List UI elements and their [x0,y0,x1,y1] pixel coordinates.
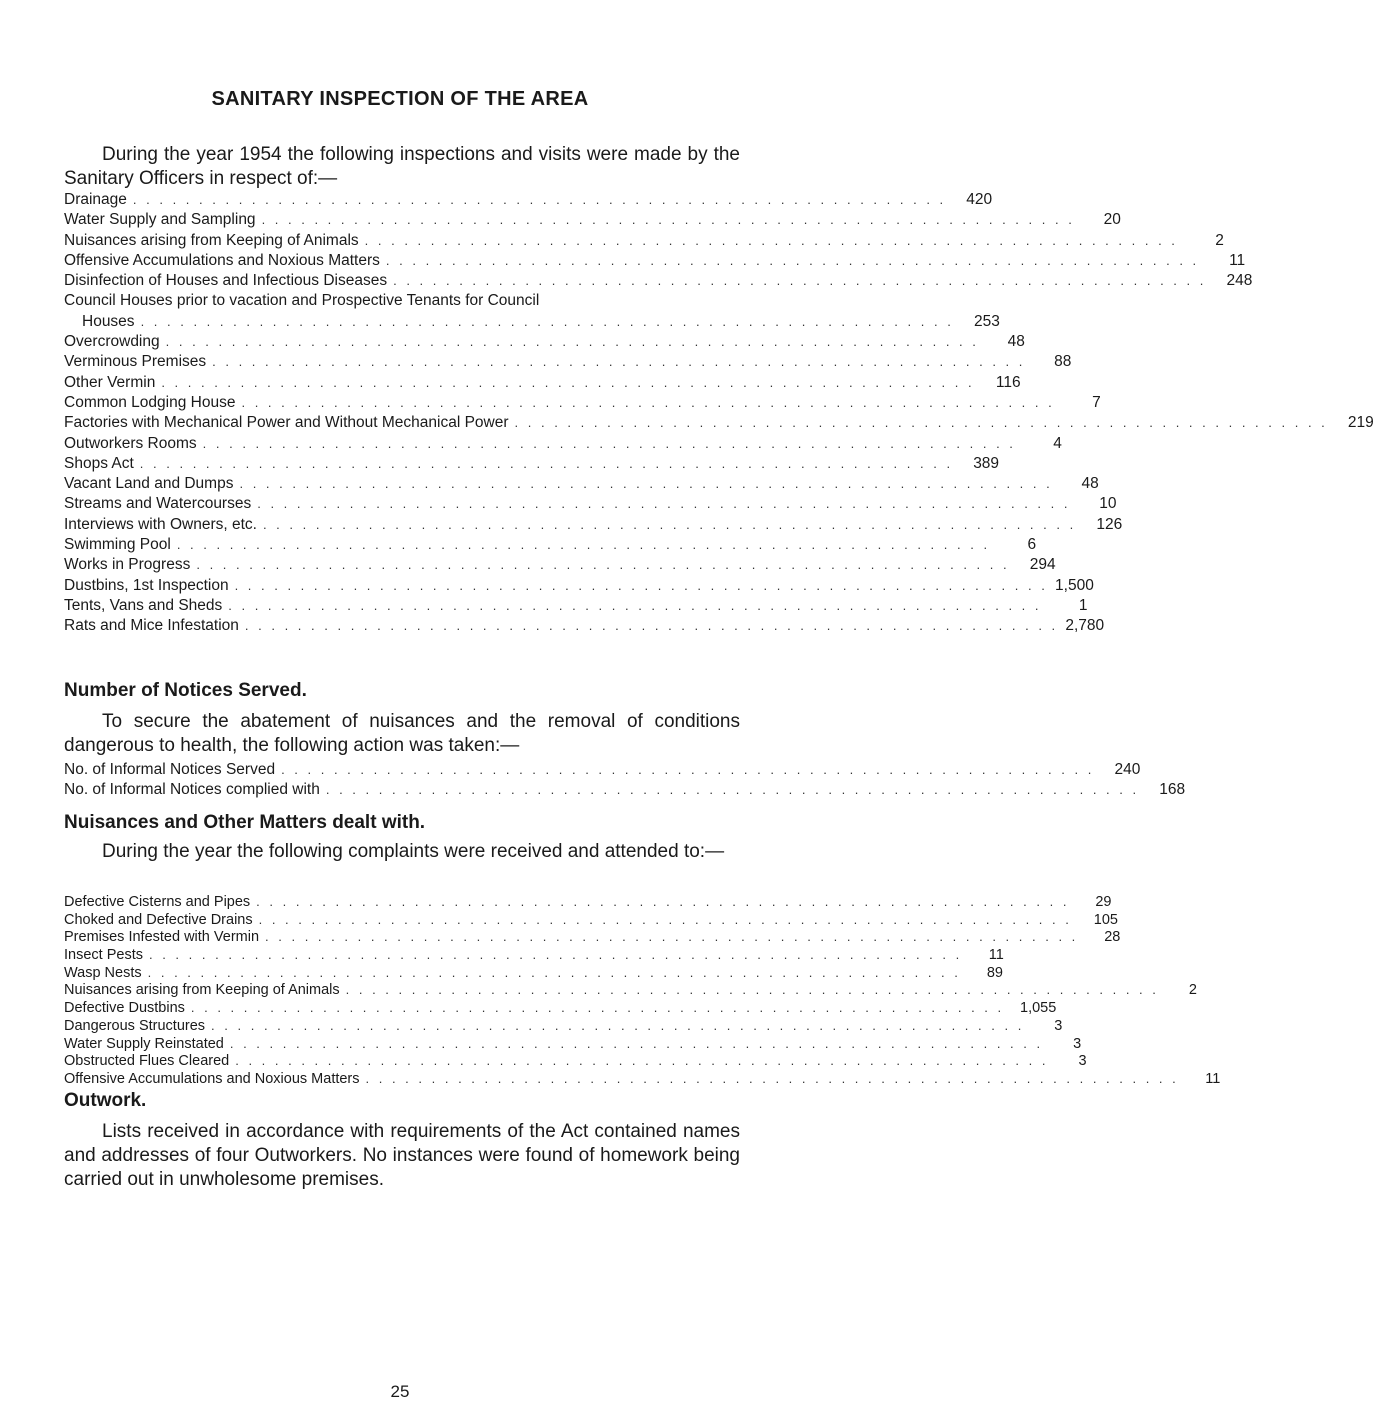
inspection-row-label: Factories with Mechanical Power and Without Mechanical Power [64,414,509,432]
inspection-row [64,393,1101,413]
complaint-row-label: Wasp Nests [64,964,142,981]
inspection-row-label: Interviews with Owners, etc. [64,515,257,533]
complaint-row-value: 2 [1188,982,1197,999]
inspection-row [64,312,1000,332]
inspection-row [64,231,1224,251]
complaint-row [64,1035,1082,1053]
inspection-row [64,576,1094,596]
complaint-row [64,1070,1221,1088]
inspection-row [64,373,1021,393]
dot-leader: . . . . . . . . . . . . . . . . . . . . . . . . . . . . . . . . . . . . . . . . . . . . . . . . . . . . . . . . . . . . . . [241,394,1055,410]
dot-leader: . . . . . . . . . . . . . . . . . . . . . . . . . . . . . . . . . . . . . . . . . . . . . . . . . . . . . . . . . . . . . . [229,1035,1044,1051]
inspection-row [64,535,1037,555]
complaint-row [64,999,1057,1017]
complaint-row [64,964,1003,982]
dot-leader: . . . . . . . . . . . . . . . . . . . . . . . . . . . . . . . . . . . . . . . . . . . . . . . . . . . . . . . . . . . . . . [325,782,1140,798]
inspection-row-value: 6 [1027,536,1037,554]
complaint-row [64,1052,1087,1070]
inspection-row-value: 2,780 [1065,617,1105,635]
dot-leader: . . . . . . . . . . . . . . . . . . . . . . . . . . . . . . . . . . . . . . . . . . . . . . . . . . . . . . . . . . . . . . [211,1017,1025,1033]
outwork-paragraph [64,1120,740,1192]
inspection-row-value: 20 [1103,211,1121,229]
inspection-row-value: 253 [973,312,1000,330]
complaint-row-label: Water Supply Reinstated [64,1035,224,1052]
complaint-row [64,893,1112,911]
inspection-row [64,474,1099,494]
inspection-row-value: 219 [1347,414,1374,432]
dot-leader: . . . . . . . . . . . . . . . . . . . . . . . . . . . . . . . . . . . . . . . . . . . . . . . . . . . . . . . . . . . . . . [256,894,1070,909]
complaint-row-value: 105 [1093,911,1118,928]
dot-leader: . . . . . . . . . . . . . . . . . . . . . . . . . . . . . . . . . . . . . . . . . . . . . . . . . . . . . . . . . . . . . . [345,982,1159,998]
dot-leader: . . . . . . . . . . . . . . . . . . . . . . . . . . . . . . . . . . . . . . . . . . . . . . . . . . . . . . . . . . . . . . [364,232,1178,248]
inspection-row-value: 4 [1053,434,1062,452]
dot-leader: . . . . . . . . . . . . . . . . . . . . . . . . . . . . . . . . . . . . . . . . . . . . . . . . . . . . . . . . . . . . . . [257,496,1071,512]
complaint-row [64,1017,1063,1035]
complaints-list [64,893,1221,1088]
inspection-row-label: Common Lodging House [64,393,236,411]
dot-leader: . . . . . . . . . . . . . . . . . . . . . . . . . . . . . . . . . . . . . . . . . . . . . . . . . . . . . . . . . . . . . . [147,964,961,980]
dot-leader: . . . . . . . . . . . . . . . . . . . . . . . . . . . . . . . . . . . . . . . . . . . . . . . . . . . . . . . . . . . . . . [258,911,1072,927]
notice-row-label: No. of Informal Notices complied with [64,781,320,799]
complaint-row-value: 89 [986,964,1003,981]
page-number: 25 [390,1382,410,1401]
dot-leader: . . . . . . . . . . . . . . . . . . . . . . . . . . . . . . . . . . . . . . . . . . . . . . . . . . . . . . . . . . . . . . [235,1053,1049,1069]
inspection-row-value: 420 [966,191,993,208]
dot-leader: . . . . . . . . . . . . . . . . . . . . . . . . . . . . . . . . . . . . . . . . . . . . . . . . . . . . . . . . . . . . . . [244,618,1059,634]
inspection-row-label: Dustbins, 1st Inspection [64,576,229,594]
inspection-row [64,271,1253,291]
complaint-row-value: 28 [1104,929,1121,946]
inspection-row-label: Works in Progress [64,556,191,574]
notice-row-value: 240 [1114,761,1141,778]
dot-leader: . . . . . . . . . . . . . . . . . . . . . . . . . . . . . . . . . . . . . . . . . . . . . . . . . . . . . . . . . . . . . . [265,929,1079,945]
inspection-row-label: Verminous Premises [64,353,207,371]
complaint-row-label: Dangerous Structures [64,1017,206,1034]
notices-paragraph [64,710,740,758]
inspection-row [64,494,1117,514]
inspection-row-value: 126 [1096,515,1123,533]
complaint-row-label: Obstructed Flues Cleared [64,1053,230,1070]
dot-leader: . . . . . . . . . . . . . . . . . . . . . . . . . . . . . . . . . . . . . . . . . . . . . . . . . . . . . . . . . . . . . . [514,415,1328,431]
complaint-row [64,928,1121,946]
complaint-row-label: Choked and Defective Drains [64,911,253,928]
notice-row [64,760,1141,780]
dot-leader: . . . . . . . . . . . . . . . . . . . . . . . . . . . . . . . . . . . . . . . . . . . . . . . . . . . . . . . . . . . . . . [190,1000,1005,1016]
inspection-row-label: Rats and Mice Infestation [64,617,239,635]
dot-leader: . . . . . . . . . . . . . . . . . . . . . . . . . . . . . . . . . . . . . . . . . . . . . . . . . . . . . . . . . . . . . . [148,947,963,963]
inspection-row-label: Disinfection of Houses and Infectious Diseases [64,272,388,290]
dot-leader: . . . . . . . . . . . . . . . . . . . . . . . . . . . . . . . . . . . . . . . . . . . . . . . . . . . . . . . . . . . . . . [165,334,979,350]
notice-row [64,780,1186,800]
inspection-row-value: 48 [1081,475,1099,493]
nuisances-paragraph [64,840,740,864]
complaint-row-value: 3 [1054,1017,1063,1034]
inspection-row-value: 88 [1054,353,1072,371]
inspection-row [64,596,1088,616]
inspection-row-value: 7 [1092,393,1101,411]
complaint-row-label: Nuisances arising from Keeping of Animals [64,982,340,999]
inspection-row-label: Water Supply and Sampling [64,211,256,229]
inspection-row-label: Vacant Land and Dumps [64,475,234,493]
inspection-row-label: Houses [82,312,135,330]
inspection-row [64,190,993,210]
inspection-row-value: 48 [1007,333,1025,351]
dot-leader: . . . . . . . . . . . . . . . . . . . . . . . . . . . . . . . . . . . . . . . . . . . . . . . . . . . . . . . . . . . . . . [393,273,1207,289]
complaint-row-label: Defective Dustbins [64,1000,185,1017]
inspection-row-label: Overcrowding [64,333,160,351]
inspection-row-label: Swimming Pool [64,536,171,554]
complaint-row-value: 11 [988,947,1004,964]
complaint-row-label: Insect Pests [64,947,143,964]
inspection-row-value: 294 [1029,556,1056,574]
inspection-row-label: Council Houses prior to vacation and Prospective Tenants for Council [64,292,540,310]
dot-leader: . . . . . . . . . . . . . . . . . . . . . . . . . . . . . . . . . . . . . . . . . . . . . . . . . . . . . . . . . . . . . . [239,476,1053,492]
inspection-row-label: Outworkers Rooms [64,434,197,452]
inspection-row [64,616,1105,636]
inspection-row-label: Tents, Vans and Sheds [64,596,223,614]
inspection-row-value: 1 [1078,596,1088,614]
dot-leader: . . . . . . . . . . . . . . . . . . . . . . . . . . . . . . . . . . . . . . . . . . . . . . . . . . . . . . . . . . . . . . [212,354,1026,370]
dot-leader: . . . . . . . . . . . . . . . . . . . . . . . . . . . . . . . . . . . . . . . . . . . . . . . . . . . . . . . . . . . . . . [385,252,1200,268]
inspection-row [64,251,1246,271]
inspection-row-label: Drainage [64,191,127,208]
dot-leader: . . . . . . . . . . . . . . . . . . . . . . . . . . . . . . . . . . . . . . . . . . . . . . . . . . . . . . . . . . . . . . [365,1070,1179,1086]
nuisances-intro-text: During the year the following complaints were received and attended to:— [102,841,725,862]
nuisances-heading: Nuisances and Other Matters dealt with. [64,812,426,833]
inspection-row [64,454,1000,474]
complaint-row [64,946,1004,964]
dot-leader: . . . . . . . . . . . . . . . . . . . . . . . . . . . . . . . . . . . . . . . . . . . . . . . . . . . . . . . . . . . . . . [196,557,1010,573]
inspection-row-label: Offensive Accumulations and Noxious Matters [64,251,380,269]
outwork-text: Lists received in accordance with requirements of the Act contained names and addresses of four Outworkers. No instances were found of homework being carried out in unwholesome premises. [64,1121,740,1190]
inspection-row [64,291,740,311]
dot-leader: . . . . . . . . . . . . . . . . . . . . . . . . . . . . . . . . . . . . . . . . . . . . . . . . . . . . . . . . . . . . . . [132,192,947,207]
inspection-row [64,434,1062,454]
dot-leader: . . . . . . . . . . . . . . . . . . . . . . . . . . . . . . . . . . . . . . . . . . . . . . . . . . . . . . . . . . . . . . [161,374,975,390]
notice-row-label: No. of Informal Notices Served [64,761,276,778]
dot-leader: . . . . . . . . . . . . . . . . . . . . . . . . . . . . . . . . . . . . . . . . . . . . . . . . . . . . . . . . . . . . . . [262,516,1077,532]
page-title: SANITARY INSPECTION OF THE AREA [211,88,589,110]
inspection-row-value: 2 [1215,231,1224,249]
inspection-row-label: Nuisances arising from Keeping of Animals [64,231,359,249]
inspection-row [64,352,1072,372]
complaint-row [64,911,1118,929]
notices-heading: Number of Notices Served. [64,680,307,701]
inspection-row-value: 389 [973,454,1000,472]
dot-leader: . . . . . . . . . . . . . . . . . . . . . . . . . . . . . . . . . . . . . . . . . . . . . . . . . . . . . . . . . . . . . . [140,313,954,329]
dot-leader: . . . . . . . . . . . . . . . . . . . . . . . . . . . . . . . . . . . . . . . . . . . . . . . . . . . . . . . . . . . . . . [139,455,954,471]
inspection-row-value: 11 [1229,251,1246,269]
inspection-row-label: Shops Act [64,454,134,472]
complaint-row-value: 3 [1078,1053,1087,1070]
dot-leader: . . . . . . . . . . . . . . . . . . . . . . . . . . . . . . . . . . . . . . . . . . . . . . . . . . . . . . . . . . . . . . [261,212,1075,228]
notices-list [64,760,1186,801]
dot-leader: . . . . . . . . . . . . . . . . . . . . . . . . . . . . . . . . . . . . . . . . . . . . . . . . . . . . . . . . . . . . . . [234,577,1048,593]
dot-leader: . . . . . . . . . . . . . . . . . . . . . . . . . . . . . . . . . . . . . . . . . . . . . . . . . . . . . . . . . . . . . . [281,762,1095,777]
complaint-row-label: Offensive Accumulations and Noxious Matters [64,1070,360,1087]
complaint-row-value: 11 [1205,1070,1221,1087]
complaint-row-label: Defective Cisterns and Pipes [64,894,251,910]
inspection-row-value: 10 [1099,495,1117,513]
inspection-row-label: Other Vermin [64,373,156,391]
inspections-list [64,190,1374,637]
dot-leader: . . . . . . . . . . . . . . . . . . . . . . . . . . . . . . . . . . . . . . . . . . . . . . . . . . . . . . . . . . . . . . [176,537,991,553]
intro-text: During the year 1954 the following inspections and visits were made by the Sanitary Officers in respect of:— [64,144,740,189]
notice-row-value: 168 [1159,781,1186,799]
inspection-row [64,515,1123,535]
dot-leader: . . . . . . . . . . . . . . . . . . . . . . . . . . . . . . . . . . . . . . . . . . . . . . . . . . . . . . . . . . . . . . [202,435,1016,451]
intro-paragraph [64,143,740,191]
inspection-row-value: 116 [995,373,1021,391]
complaint-row-label: Premises Infested with Vermin [64,929,260,946]
inspection-row-value: 248 [1226,272,1253,290]
dot-leader: . . . . . . . . . . . . . . . . . . . . . . . . . . . . . . . . . . . . . . . . . . . . . . . . . . . . . . . . . . . . . . [228,597,1042,613]
inspection-row [64,210,1121,230]
inspection-row [64,413,1374,433]
complaint-row-value: 1,055 [1020,1000,1057,1017]
inspection-row-label: Streams and Watercourses [64,495,252,513]
inspection-row [64,332,1025,352]
inspection-row-value: 1,500 [1055,576,1094,594]
inspection-row [64,555,1056,575]
complaint-row [64,981,1197,999]
outwork-heading: Outwork. [64,1090,147,1111]
complaint-row-value: 29 [1095,894,1112,910]
complaint-row-value: 3 [1073,1035,1082,1052]
notices-intro-text: To secure the abatement of nuisances and the removal of conditions dangerous to health, the following action was taken:— [64,711,740,756]
